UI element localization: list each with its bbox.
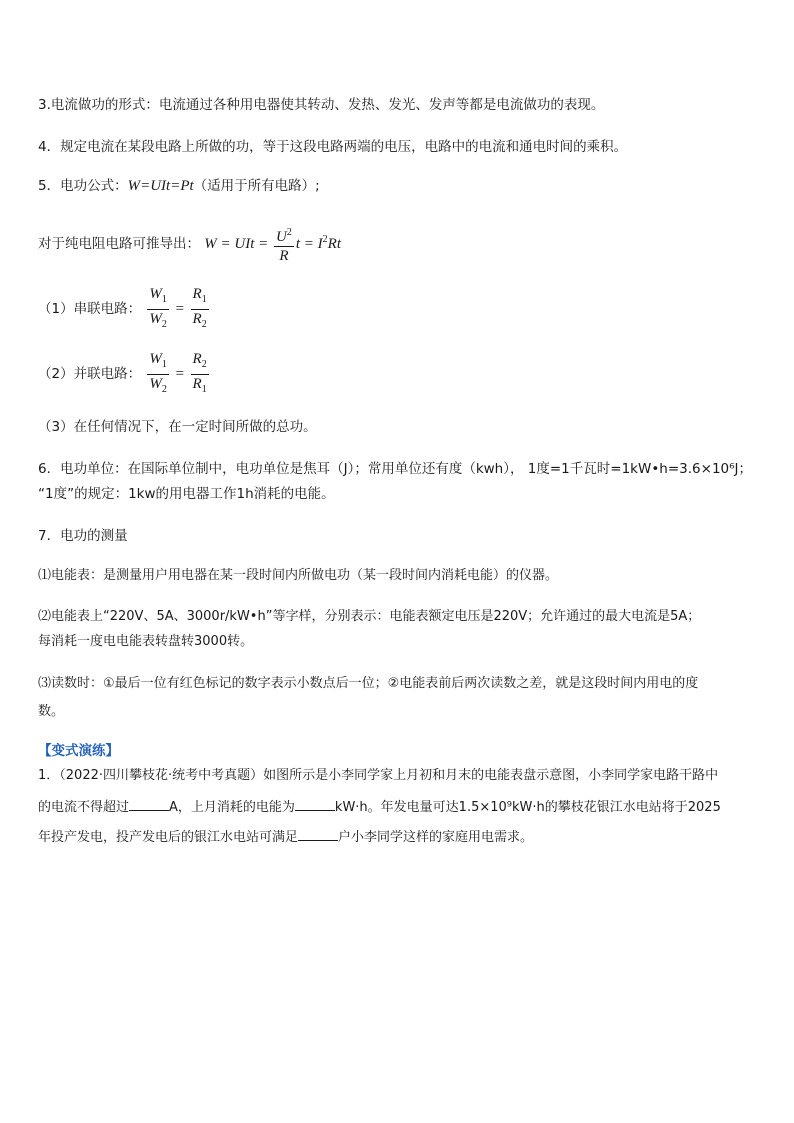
work-formula-equation: W = UIt = $\frac{U^2}{R}$ $t = I^2Rt$ (204, 236, 341, 252)
measurement-2-line2: 每消耗一度电电能表转盘转3000转。 (38, 634, 254, 649)
parallel-label: （2）并联电路： (38, 365, 142, 382)
pure-prefix: 对于纯电阻电路可推导出： (38, 236, 200, 252)
question-1-line2 (38, 796, 721, 818)
series-label: （1）串联电路： (38, 300, 142, 317)
measurement-3-line2: 数。 (38, 704, 65, 719)
q1-text-b: A，上月消耗的电能为 (169, 800, 295, 815)
q1-text-a: 的电流不得超过 (38, 800, 130, 815)
paragraph-3: 3.电流做功的形式：电流通过各种用电器使其转动、发热、发光、发声等都是电流做功的表现。 (38, 97, 605, 113)
total-work-note: （3）在任何情况下，在一定时间所做的总功。 (38, 419, 317, 435)
pure-resistance-formula (38, 220, 341, 265)
series-ratio-equation: $\frac{W_1}{W_2}$ = $\frac{R_1}{R_2}$ (149, 286, 207, 330)
parallel-ratio-equation: $\frac{W_1}{W_2}$ = $\frac{R_2}{R_1}$ (149, 351, 207, 395)
parallel-circuit-formula (38, 350, 211, 399)
q1-text-d: 年投产发电，投产发电后的银江水电站可满足 (38, 830, 299, 845)
q1-text-e: 户小李同学这样的家庭用电需求。 (338, 830, 534, 845)
p5-formula: W=UIt=Pt (127, 178, 194, 194)
question-1-line3 (38, 826, 533, 848)
paragraph-6-line2: “1度”的规定：1kw的用电器工作1h消耗的电能。 (38, 486, 335, 502)
p5-prefix: 5．电功公式： (38, 178, 128, 194)
paragraph-5 (38, 176, 320, 196)
exercise-heading: 【变式演练】 (38, 743, 119, 759)
series-circuit-formula (38, 285, 211, 334)
answer-blank-households (298, 826, 338, 841)
q1-text-c: kW·h。年发电量可达1.5×10⁹kW·h的攀枝花银江水电站将于2025 (334, 800, 721, 815)
paragraph-6-line1: 6．电功单位：在国际单位制中，电功单位是焦耳（J）；常用单位还有度（kwh）， 1度=1千瓦时=1kW•h=3.6×10⁶J； (38, 461, 753, 477)
p5-suffix: （适用于所有电路）; (193, 178, 320, 194)
answer-blank-current (129, 796, 169, 811)
paragraph-4: 4．规定电流在某段电路上所做的功，等于这段电路两端的电压，电路中的电流和通电时间的乘积。 (38, 139, 628, 155)
measurement-1: ⑴电能表：是测量用户用电器在某一段时间内所做电功（某一段时间内消耗电能）的仪器。 (38, 568, 559, 583)
paragraph-7: 7．电功的测量 (38, 528, 128, 544)
measurement-3-line1: ⑶读数时：①最后一位有红色标记的数字表示小数点后一位；②电能表前后两次读数之差，就是这段时间内用电的度 (38, 676, 699, 691)
measurement-2-line1: ⑵电能表上“220V、5A、3000r/kW•h”等字样，分别表示：电能表额定电压是220V；允许通过的最大电流是5A； (38, 609, 701, 624)
question-1-line1: 1．（2022·四川攀枝花·统考中考真题）如图所示是小李同学家上月初和月末的电能表盘示意图，小李同学家电路干路中 (38, 768, 719, 783)
answer-blank-energy (295, 796, 335, 811)
